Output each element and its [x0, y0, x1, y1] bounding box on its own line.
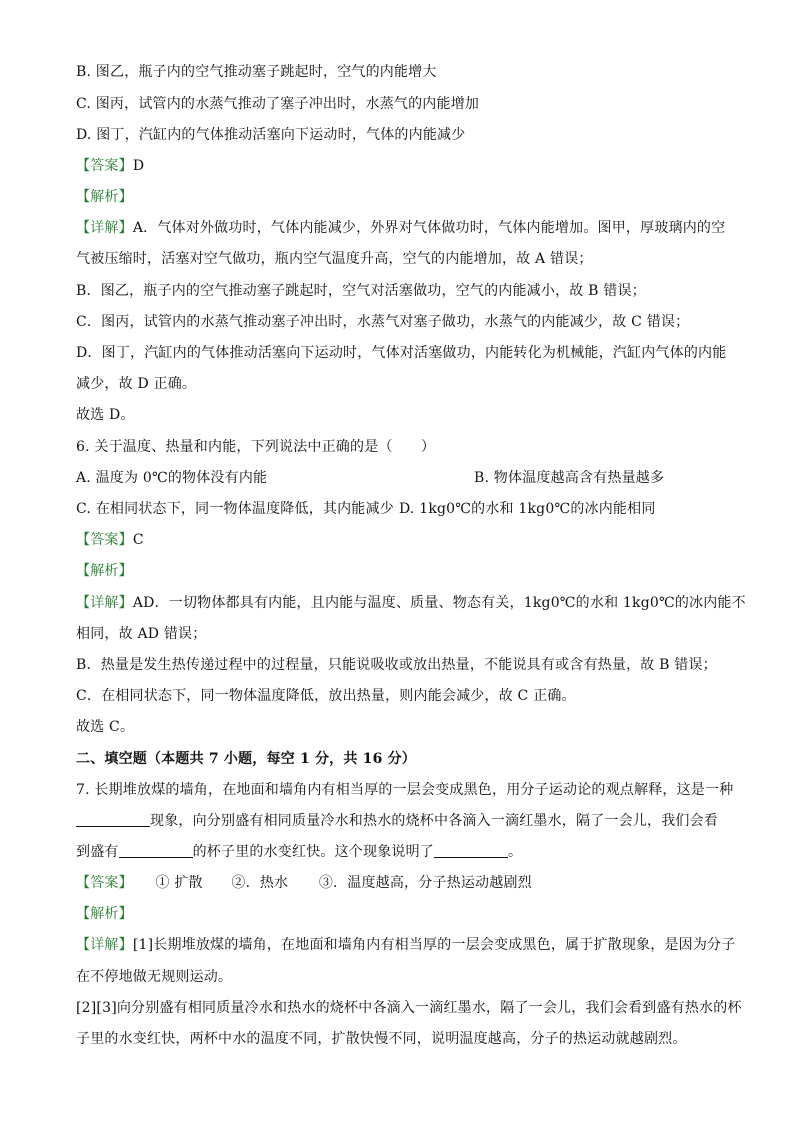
q7-detail-line: 子里的水变红快，两杯中水的温度不同，扩散快慢不同，说明温度越高，分子的热运动就越剧烈。 — [76, 1031, 687, 1047]
q7-answer — [76, 873, 726, 893]
answer-blank-1 — [76, 812, 150, 827]
answer-value: C — [132, 532, 144, 548]
answer-item-1: ① 扩散 — [155, 875, 203, 891]
q7-stem-line — [76, 811, 726, 831]
detail-text: AD．一切物体都具有内能，且内能与温度、质量、物态有关，1kg0℃的水和 1kg0℃的冰内能不 — [132, 595, 746, 611]
q6-conclusion: 故选 C。 — [76, 719, 135, 735]
q5-detail-line: 气被压缩时，活塞对空气做功，瓶内空气温度升高，空气的内能增加，故 A 错误； — [76, 251, 593, 267]
answer-label: 【答案】 — [76, 875, 133, 891]
q7-stem-text: 的杯子里的水变红快。这个现象说明了 — [192, 844, 435, 860]
q7-stem-line: 7. 长期堆放煤的墙角，在地面和墙角内有相当厚的一层会变成黑色，用分子运动论的观点解释，这是一种 — [76, 782, 734, 798]
q7-stem-text: 。 — [508, 844, 523, 860]
q7-analysis-label: 【解析】 — [76, 906, 133, 922]
q6-options-row-2 — [76, 499, 726, 519]
q7-detail-line: [2][3]向分别盛有相同质量冷水和热水的烧杯中各滴入一滴红墨水，隔了一会儿，我们会看到盛有热水的杯 — [76, 1000, 742, 1016]
answer-blank-3 — [434, 843, 508, 858]
q6-option-b: B. 物体温度越高含有热量越多 — [474, 470, 665, 486]
detail-text: [1]长期堆放煤的墙角，在地面和墙角内有相当厚的一层会变成黑色，属于扩散现象，是因为分子 — [132, 937, 736, 953]
detail-text: A．气体对外做功时，气体内能减少，外界对气体做功时，气体内能增加。图甲，厚玻璃内的空 — [132, 220, 726, 236]
q6-option-c: C. 在相同状态下，同一物体温度降低，其内能减少 — [76, 501, 394, 517]
answer-label: 【答案】 — [76, 532, 133, 548]
q5-detail-line: C．图丙，试管内的水蒸气推动塞子冲出时，水蒸气对塞子做功，水蒸气的内能减少，故 C 错误； — [76, 314, 690, 330]
answer-item-2: ②．热水 — [231, 875, 289, 891]
q7-detail-line: 在不停地做无规则运动。 — [76, 969, 233, 985]
answer-label: 【答案】 — [76, 158, 133, 174]
detail-label: 【详解】 — [76, 220, 133, 236]
answer-value: D — [132, 158, 145, 174]
q6-detail-line: 相同，故 AD 错误； — [76, 626, 207, 642]
q6-detail-line — [76, 593, 746, 613]
q5-option-c: C. 图丙，试管内的水蒸气推动了塞子冲出时，水蒸气的内能增加 — [76, 96, 480, 112]
q5-detail-line: B．图乙，瓶子内的空气推动塞子跳起时，空气对活塞做功，空气的内能减小，故 B 错误； — [76, 283, 646, 299]
q6-analysis-label: 【解析】 — [76, 563, 133, 579]
q6-options-row-1 — [76, 468, 726, 488]
answer-blank-2 — [119, 843, 193, 858]
q7-stem-line — [76, 842, 726, 862]
q6-detail-line: C．在相同状态下，同一物体温度降低，放出热量，则内能会减少，故 C 正确。 — [76, 688, 576, 704]
q7-stem-text: 现象，向分别盛有相同质量冷水和热水的烧杯中各滴入一滴红墨水，隔了一会儿，我们会看 — [150, 813, 718, 829]
q6-option-a: A. 温度为 0℃的物体没有内能 — [76, 470, 268, 486]
q5-detail-line — [76, 218, 726, 238]
q6-stem: 6. 关于温度、热量和内能，下列说法中正确的是（ ） — [76, 439, 436, 455]
q5-detail-line: D．图丁，汽缸内的气体推动活塞向下运动时，气体对活塞做功，内能转化为机械能，汽缸内气体的内能 — [76, 345, 727, 361]
q5-option-b: B. 图乙，瓶子内的空气推动塞子跳起时，空气的内能增大 — [76, 64, 437, 80]
q7-detail-line — [76, 935, 736, 955]
q5-conclusion: 故选 D。 — [76, 407, 135, 423]
section-heading: 二、填空题（本题共 7 小题，每空 1 分，共 16 分） — [76, 751, 417, 767]
q5-answer — [76, 156, 726, 176]
answer-item-3: ③．温度越高，分子热运动越剧烈 — [318, 875, 532, 891]
detail-label: 【详解】 — [76, 595, 133, 611]
detail-label: 【详解】 — [76, 937, 133, 953]
q6-answer — [76, 530, 726, 550]
q5-analysis-label: 【解析】 — [76, 189, 133, 205]
q6-option-d: D. 1kg0℃的水和 1kg0℃的冰内能相同 — [399, 501, 656, 517]
q5-detail-line: 减少，故 D 正确。 — [76, 376, 197, 392]
q7-stem-text: 到盛有 — [76, 844, 119, 860]
q5-option-d: D. 图丁，汽缸内的气体推动活塞向下运动时，气体的内能减少 — [76, 127, 466, 143]
q6-detail-line: B．热量是发生热传递过程中的过程量，只能说吸收或放出热量，不能说具有或含有热量，故 B 错误； — [76, 657, 717, 673]
